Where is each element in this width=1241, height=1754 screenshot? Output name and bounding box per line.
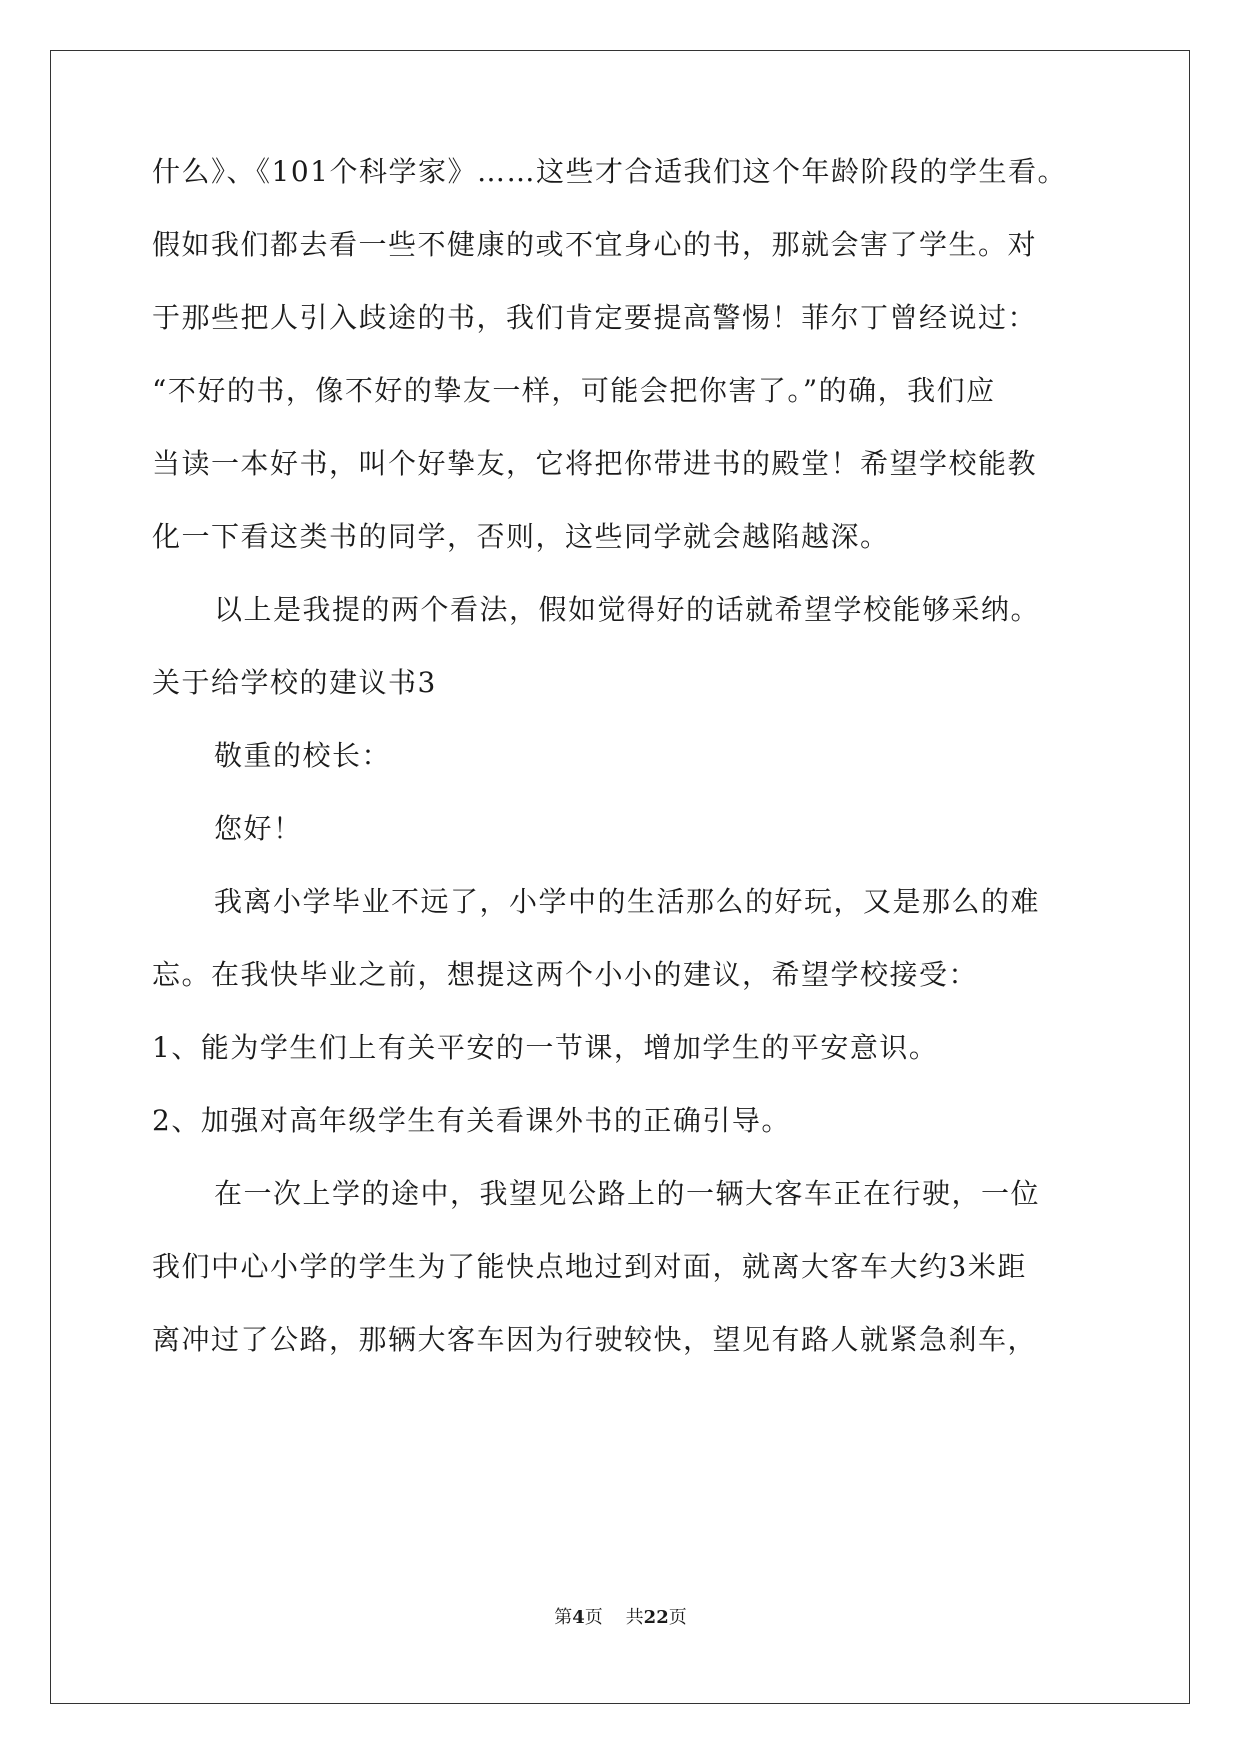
text-line: 假如我们都去看一些不健康的或不宜身心的书，那就会害了学生。对 bbox=[152, 228, 1038, 261]
paragraph-first-line: 在一次上学的途中，我望见公路上的一辆大客车正在行驶，一位 bbox=[214, 1177, 1041, 1210]
total-pages: 22 bbox=[643, 1607, 669, 1628]
greeting: 您好！ bbox=[214, 812, 303, 845]
section-heading: 关于给学校的建议书3 bbox=[152, 666, 437, 699]
list-item: 2、加强对高年级学生有关看课外书的正确引导。 bbox=[152, 1104, 791, 1137]
list-item: 1、能为学生们上有关平安的一节课，增加学生的平安意识。 bbox=[152, 1031, 939, 1064]
page-number: 4 bbox=[572, 1607, 585, 1628]
page-footer bbox=[0, 1606, 1241, 1630]
total-prefix: 共 bbox=[625, 1607, 644, 1628]
page-suffix: 页 bbox=[584, 1607, 603, 1628]
paragraph-first-line: 我离小学毕业不远了，小学中的生活那么的好玩，又是那么的难 bbox=[214, 885, 1041, 918]
text-line: 于那些把人引入歧途的书，我们肯定要提高警惕！菲尔丁曾经说过： bbox=[152, 301, 1038, 334]
text-line: 什么》、《101个科学家》……这些才合适我们这个年龄阶段的学生看。 bbox=[152, 155, 1067, 188]
paragraph-first-line: 以上是我提的两个看法，假如觉得好的话就希望学校能够采纳。 bbox=[214, 593, 1041, 626]
text-line: 化一下看这类书的同学，否则，这些同学就会越陷越深。 bbox=[152, 520, 890, 553]
text-line: 忘。在我快毕业之前，想提这两个小小的建议，希望学校接受： bbox=[152, 958, 979, 991]
total-suffix: 页 bbox=[668, 1607, 687, 1628]
text-line: 当读一本好书，叫个好挚友，它将把你带进书的殿堂！希望学校能教 bbox=[152, 447, 1038, 480]
salutation: 敬重的校长： bbox=[214, 739, 392, 772]
text-line: 我们中心小学的学生为了能快点地过到对面，就离大客车大约3米距 bbox=[152, 1250, 1027, 1283]
page-prefix: 第 bbox=[554, 1607, 573, 1628]
text-line: 离冲过了公路，那辆大客车因为行驶较快，望见有路人就紧急刹车， bbox=[152, 1323, 1038, 1356]
text-line: “不好的书，像不好的挚友一样，可能会把你害了。”的确，我们应 bbox=[152, 374, 996, 407]
